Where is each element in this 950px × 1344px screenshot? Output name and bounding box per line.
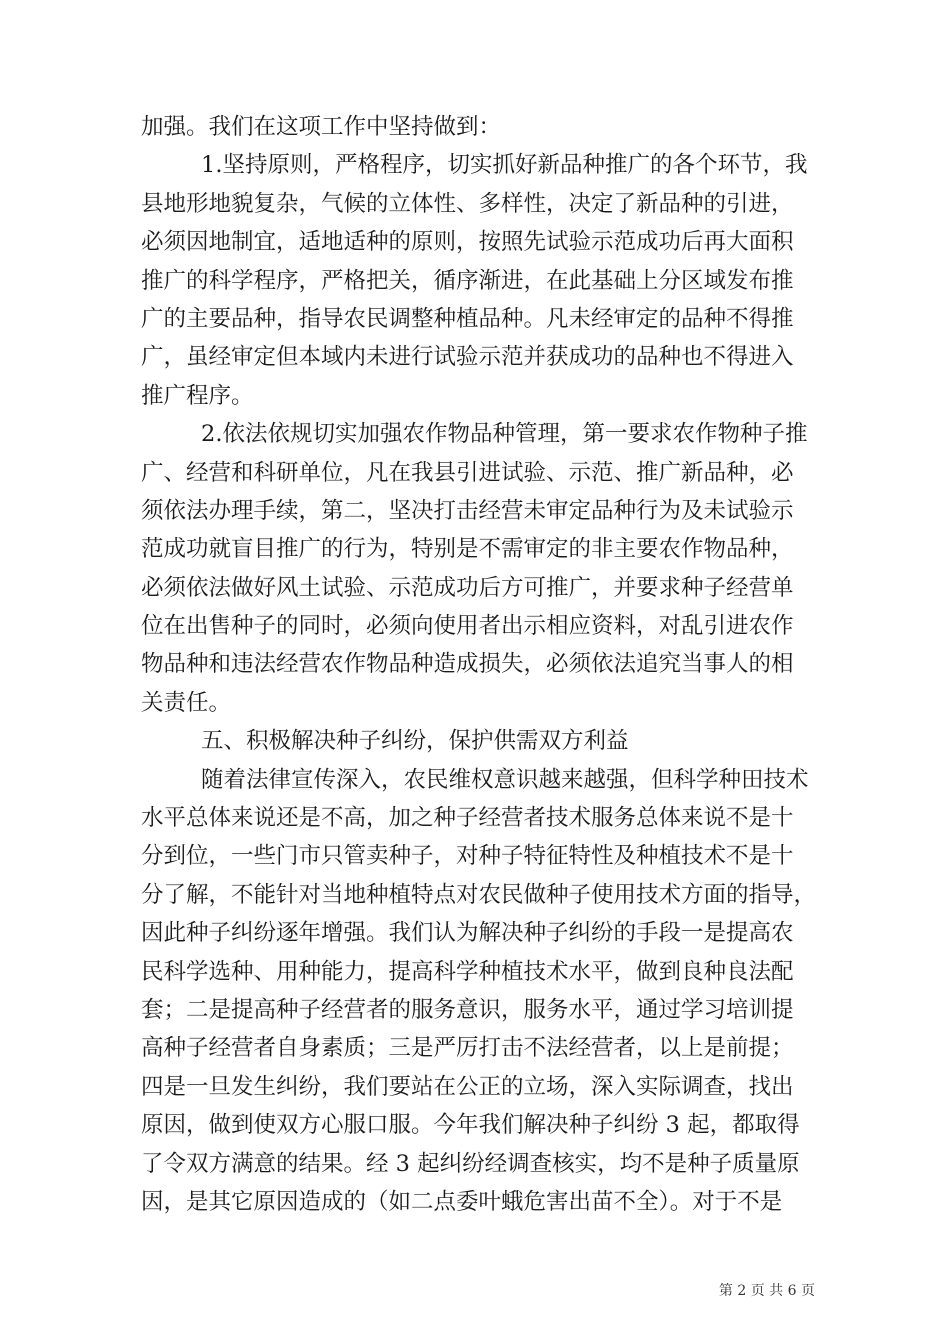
text-line: 因，是其它原因造成的（如二点委叶蛾危害出苗不全）。对于不是: [141, 1188, 783, 1215]
text-line: 位在出售种子的同时，必须向使用者出示相应资料，对乱引进农作: [141, 613, 794, 640]
text-line: 套；二是提高种子经营者的服务意识，服务水平，通过学习培训提: [141, 996, 794, 1023]
text-line: 县地形地貌复杂，气候的立体性、多样性，决定了新品种的引进，: [141, 190, 794, 217]
text-line: 水平总体来说还是不高，加之种子经营者技术服务总体来说不是十: [141, 805, 794, 832]
body-text: [141, 108, 817, 1221]
text-line: 推广的科学程序，严格把关，循序渐进，在此基础上分区域发布推: [141, 267, 794, 294]
text-line: 广，虽经审定但本域内未进行试验示范并获成功的品种也不得进入: [141, 344, 794, 371]
page-number: 第 2 页 共 6 页: [718, 1283, 815, 1299]
text-line: 了令双方满意的结果。经 3 起纠纷经调查核实，均不是种子质量原: [141, 1150, 800, 1177]
text-line: 分了解，不能针对当地种植特点对农民做种子使用技术方面的指导，: [141, 881, 817, 908]
text-line: 加强。我们在这项工作中坚持做到：: [141, 114, 502, 140]
text-line: 民科学选种、用种能力，提高科学种植技术水平，做到良种良法配: [141, 958, 794, 985]
text-line: 必须依法做好风土试验、示范成功后方可推广，并要求种子经营单: [141, 574, 794, 601]
text-line: 物品种和违法经营农作物品种造成损失，必须依法追究当事人的相: [141, 651, 794, 678]
text-line: 随着法律宣传深入，农民维权意识越来越强，但科学种田技术: [201, 766, 809, 793]
text-line: 五、积极解决种子纠纷，保护供需双方利益: [201, 728, 629, 755]
text-line: 须依法办理手续，第二，坚决打击经营未审定品种行为及未试验示: [141, 497, 794, 524]
text-line: 因此种子纠纷逐年增强。我们认为解决种子纠纷的手段一是提高农: [141, 920, 794, 947]
text-line: 关责任。: [141, 689, 232, 716]
text-line: 范成功就盲目推广的行为，特别是不需审定的非主要农作物品种，: [141, 536, 794, 563]
text-line: 原因，做到使双方心服口服。今年我们解决种子纠纷 3 起，都取得: [141, 1112, 800, 1139]
text-line: 高种子经营者自身素质；三是严厉打击不法经营者，以上是前提；: [141, 1035, 794, 1062]
text-line: 推广程序。: [141, 382, 254, 409]
text-line: 分到位，一些门市只管卖种子，对种子特征特性及种植技术不是十: [141, 843, 794, 870]
text-line: 广的主要品种，指导农民调整种植品种。凡未经审定的品种不得推: [141, 305, 794, 332]
text-line: 四是一旦发生纠纷，我们要站在公正的立场，深入实际调查，找出: [141, 1073, 794, 1100]
text-line: 2.依法依规切实加强农作物品种管理，第一要求农作物种子推: [201, 421, 808, 448]
text-line: 必须因地制宜，适地适种的原则，按照先试验示范成功后再大面积: [141, 229, 794, 256]
text-line: 广、经营和科研单位，凡在我县引进试验、示范、推广新品种，必: [141, 459, 794, 486]
text-line: 1.坚持原则，严格程序，切实抓好新品种推广的各个环节，我: [201, 152, 808, 179]
